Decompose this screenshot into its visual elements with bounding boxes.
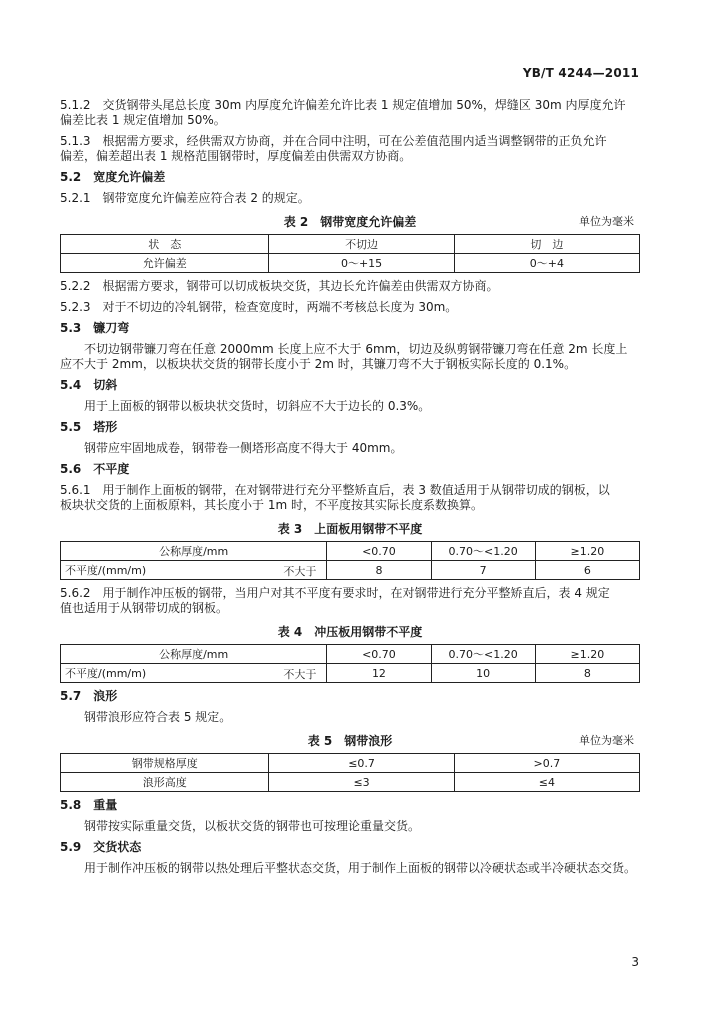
heading-5-9: 5.9 交货状态 xyxy=(60,840,142,854)
clause-5-6-2-line2: 值也适用于从钢带切成的钢板。 xyxy=(60,601,229,615)
table4-row-label xyxy=(61,664,327,683)
table5-cell: ≤3 xyxy=(269,773,454,792)
table4-header-col1: <0.70 xyxy=(327,645,431,664)
table-row xyxy=(61,542,640,561)
table2-unit: 单位为毫米 xyxy=(579,215,634,228)
table4-header-thickness: 公称厚度/mm xyxy=(61,645,327,664)
table3-cell: 8 xyxy=(327,561,431,580)
table4-cell: 10 xyxy=(431,664,535,683)
table3-caption xyxy=(60,521,640,537)
clause-5-7: 钢带浪形应符合表 5 规定。 xyxy=(84,710,232,724)
table3-title: 表 3 上面板用钢带不平度 xyxy=(277,522,423,536)
table5-unit: 单位为毫米 xyxy=(579,734,634,747)
table3-header-thickness: 公称厚度/mm xyxy=(61,542,327,561)
heading-5-5: 5.5 塔形 xyxy=(60,420,118,434)
heading-5-8: 5.8 重量 xyxy=(60,798,118,812)
table4-cell: 8 xyxy=(535,664,639,683)
table4-title: 表 4 冲压板用钢带不平度 xyxy=(277,625,423,639)
table-row xyxy=(61,561,640,580)
table4-header-col3: ≥1.20 xyxy=(535,645,639,664)
document-body xyxy=(60,98,640,876)
table5-title: 表 5 钢带浪形 xyxy=(307,734,393,748)
clause-5-2-1: 5.2.1 钢带宽度允许偏差应符合表 2 的规定。 xyxy=(60,191,310,205)
table3-header-col3: ≥1.20 xyxy=(535,542,639,561)
table3 xyxy=(60,541,640,580)
table5-row-label: 浪形高度 xyxy=(61,773,269,792)
table2-cell: 0～+4 xyxy=(454,254,639,273)
clause-5-4: 用于上面板的钢带以板块状交货时，切斜应不大于边长的 0.3%。 xyxy=(84,399,431,413)
clause-5-1-2-line1: 5.1.2 交货钢带头尾总长度 30m 内厚度允许偏差允许比表 1 规定值增加 50%，焊缝区 30m 内厚度允许 xyxy=(60,98,626,112)
table3-row-label xyxy=(61,561,327,580)
table4-row-qualifier: 不大于 xyxy=(283,668,317,681)
clause-5-6-2-line1: 5.6.2 用于制作冲压板的钢带，当用户对其不平度有要求时，在对钢带进行充分平整矫直后，表 4 规定 xyxy=(60,586,610,600)
table2-header-state: 状 态 xyxy=(61,235,269,254)
table2-caption xyxy=(60,214,640,230)
clause-5-5: 钢带应牢固地成卷，钢带卷一侧塔形高度不得大于 40mm。 xyxy=(84,441,403,455)
table5-cell: ≤4 xyxy=(454,773,639,792)
table-row xyxy=(61,645,640,664)
clause-5-6-1-line1: 5.6.1 用于制作上面板的钢带，在对钢带进行充分平整矫直后，表 3 数值适用于从钢带切成的钢板，以 xyxy=(60,483,610,497)
page-number: 3 xyxy=(631,955,639,969)
table3-cell: 6 xyxy=(535,561,639,580)
table-row xyxy=(61,773,640,792)
table2 xyxy=(60,234,640,273)
heading-5-4: 5.4 切斜 xyxy=(60,378,118,392)
heading-5-7: 5.7 浪形 xyxy=(60,689,118,703)
table-row xyxy=(61,254,640,273)
table-row xyxy=(61,664,640,683)
table5-header-thickness: 钢带规格厚度 xyxy=(61,754,269,773)
clause-5-1-2-line2: 偏差比表 1 规定值增加 50%。 xyxy=(60,113,226,127)
clause-5-3-line1: 不切边钢带镰刀弯在任意 2000mm 长度上应不大于 6mm，切边及纵剪钢带镰刀弯在任意 2m 长度上 xyxy=(84,342,628,356)
table3-header-col2: 0.70～<1.20 xyxy=(431,542,535,561)
table-row xyxy=(61,235,640,254)
clause-5-6-1-line2: 板块状交货的上面板原料，其长度小于 1m 时，不平度按其实际长度系数换算。 xyxy=(60,498,483,512)
table5 xyxy=(60,753,640,792)
table2-row-label: 允许偏差 xyxy=(61,254,269,273)
table4-cell: 12 xyxy=(327,664,431,683)
table2-header-trimmed: 切 边 xyxy=(454,235,639,254)
clause-5-2-3: 5.2.3 对于不切边的冷轧钢带，检查宽度时，两端不考核总长度为 30m。 xyxy=(60,300,458,314)
table3-cell: 7 xyxy=(431,561,535,580)
table4-row-label-text: 不平度/(mm/m) xyxy=(65,667,147,680)
table2-cell: 0～+15 xyxy=(269,254,454,273)
table4 xyxy=(60,644,640,683)
clause-5-2-2: 5.2.2 根据需方要求，钢带可以切成板块交货，其边长允许偏差由供需双方协商。 xyxy=(60,279,499,293)
standard-number: YB/T 4244—2011 xyxy=(522,66,639,80)
table3-row-qualifier: 不大于 xyxy=(283,565,317,578)
heading-5-3: 5.3 镰刀弯 xyxy=(60,321,130,335)
table5-header-col2: >0.7 xyxy=(454,754,639,773)
heading-5-2: 5.2 宽度允许偏差 xyxy=(60,170,166,184)
table5-header-col1: ≤0.7 xyxy=(269,754,454,773)
table2-title: 表 2 钢带宽度允许偏差 xyxy=(283,215,417,229)
clause-5-1-3-line1: 5.1.3 根据需方要求，经供需双方协商，并在合同中注明，可在公差值范围内适当调整钢带的正负允许 xyxy=(60,134,607,148)
table4-caption xyxy=(60,624,640,640)
table-row xyxy=(61,754,640,773)
table3-row-label-text: 不平度/(mm/m) xyxy=(65,564,147,577)
heading-5-6: 5.6 不平度 xyxy=(60,462,130,476)
clause-5-1-3-line2: 偏差，偏差超出表 1 规格范围钢带时，厚度偏差由供需双方协商。 xyxy=(60,149,412,163)
table4-header-col2: 0.70～<1.20 xyxy=(431,645,535,664)
table2-header-untrimmed: 不切边 xyxy=(269,235,454,254)
table5-caption xyxy=(60,733,640,749)
clause-5-9: 用于制作冲压板的钢带以热处理后平整状态交货，用于制作上面板的钢带以冷硬状态或半冷硬状态交货。 xyxy=(84,861,637,875)
clause-5-8: 钢带按实际重量交货，以板状交货的钢带也可按理论重量交货。 xyxy=(84,819,421,833)
table3-header-col1: <0.70 xyxy=(327,542,431,561)
clause-5-3-line2: 应不大于 2mm，以板块状交货的钢带长度小于 2m 时，其镰刀弯不大于钢板实际长度的 0.1%。 xyxy=(60,357,577,371)
